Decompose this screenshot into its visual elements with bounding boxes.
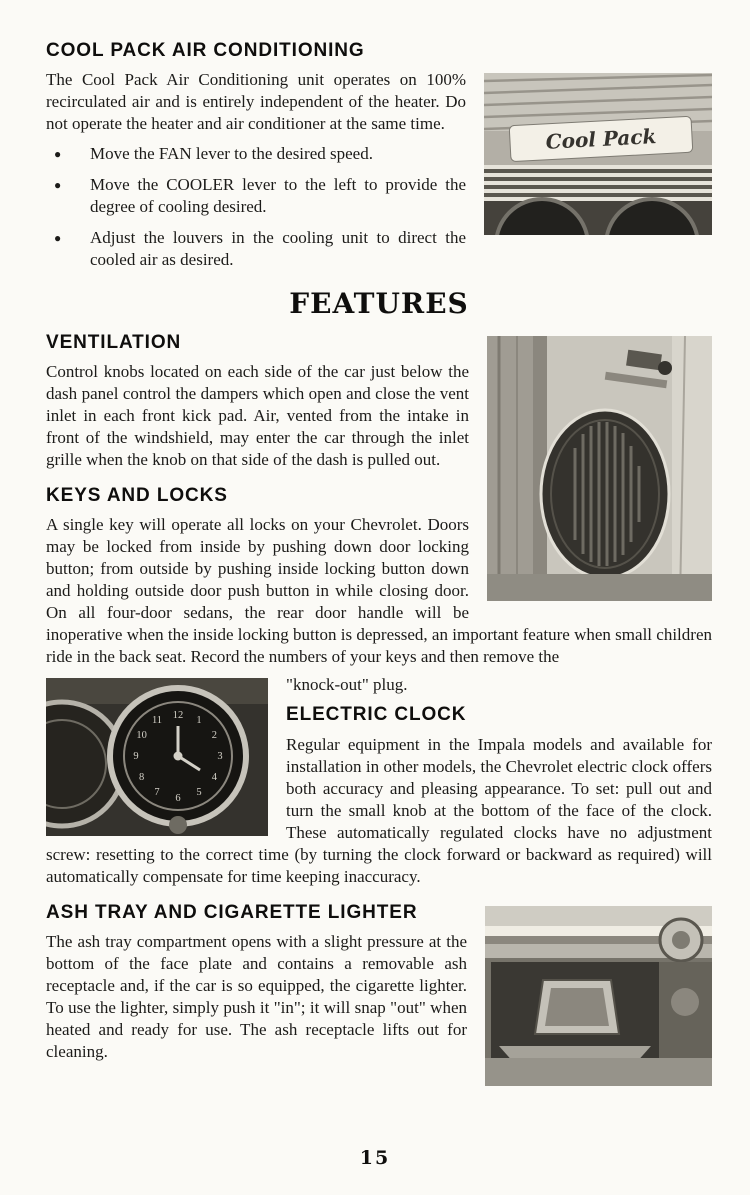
clock-numeral: 3: [217, 751, 223, 762]
clock-numeral: 10: [136, 730, 147, 741]
bullet-text: Move the FAN lever to the desired speed.: [90, 144, 373, 163]
ash-tray-body: The ash tray compartment opens with a slight pressure at the bottom of the face plate and contains a removable ash receptacle and, if the car is so equipped, the cigarette lighter. To use the lighter, simply push it "in"; it will snap "out" when heated and ready for use. The ash receptacle lifts out for cleaning.: [46, 932, 467, 1061]
clock-numeral: 1: [196, 715, 202, 726]
ashtray-photo-art: [485, 906, 712, 1086]
page-number: 15: [359, 1147, 391, 1169]
bullet-icon: ●: [54, 231, 62, 245]
ashtray-photo: [485, 906, 712, 1086]
bullet-item: [46, 174, 712, 218]
keys-and-locks-heading: KEYS AND LOCKS: [46, 485, 228, 506]
cool-pack-script-label: Cool Pack: [545, 124, 657, 154]
clock-photo-art: [46, 678, 268, 836]
section-cool-pack: [46, 40, 712, 271]
ventilation-photo-art: [487, 336, 712, 601]
section-ventilation-keys-clock: [46, 332, 712, 888]
clock-numeral: 6: [175, 793, 181, 804]
cool-pack-body: The Cool Pack Air Conditioning unit operates on 100% recirculated air and is entirely independent of the heater. Do not operate the heater and air conditioner at the same time.: [46, 70, 466, 133]
cool-pack-heading: COOL PACK AIR CONDITIONING: [46, 40, 365, 61]
keys-and-locks-tail: "knock-out" plug.: [286, 675, 408, 694]
electric-clock-heading: ELECTRIC CLOCK: [286, 704, 467, 725]
clock-numeral: 9: [133, 751, 139, 762]
clock-numeral: 5: [196, 787, 202, 798]
electric-clock-body: Regular equipment in the Impala models and available for installation in other models, the Chevrolet electric clock offers both accuracy and pleasing appearance. To set: pull out and turn the small knob at the bottom of the face of the clock. These automatically regulated clocks have no adjustment screw: resetting to the correct time (by turning the clock forward or backward as required) will automatically compensate for time keeping inaccuracy.: [46, 735, 712, 886]
clock-numeral: 8: [138, 772, 145, 783]
ventilation-photo: [487, 336, 712, 601]
clock-numeral: 12: [172, 710, 184, 721]
ash-tray-heading: ASH TRAY AND CIGARETTE LIGHTER: [46, 902, 418, 923]
bullet-item: [46, 227, 712, 271]
bullet-text: Adjust the louvers in the cooling unit to direct the cooled air as desired.: [90, 228, 466, 269]
clock-photo: [46, 678, 268, 836]
ventilation-heading: VENTILATION: [46, 332, 182, 353]
ventilation-body: Control knobs located on each side of the car just below the dash panel control the dampers which open and close the vent inlet in each front kick pad. Air, vented from the intake in front of the windshield, may enter the car through the inlet grille when the knob on that side of the dash is pulled out.: [46, 362, 469, 469]
bullet-text: Move the COOLER lever to the left to provide the degree of cooling desired.: [90, 175, 466, 216]
keys-and-locks-body: A single key will operate all locks on your Chevrolet. Doors may be locked from inside by pushing down door locking button; from outside by pushing inside locking button down and holding outside door push button in while closing door. On all four-door sedans, the rear door handle will be inoperative when the inside locking button is depressed, an important feature when small children ride in the back seat. Record the numbers of your keys and then remove the: [46, 515, 712, 666]
bullet-icon: ●: [54, 178, 62, 192]
section-ash-tray: [46, 894, 712, 1063]
clock-numeral: 7: [154, 787, 160, 798]
clock-numeral: 11: [151, 715, 163, 726]
bullet-icon: ●: [54, 147, 62, 161]
clock-numeral: 4: [211, 772, 218, 783]
cool-pack-bullets: [46, 143, 712, 271]
clock-numeral: 2: [211, 730, 218, 741]
bullet-item: [46, 143, 712, 165]
features-title: FEATURES: [289, 287, 469, 320]
